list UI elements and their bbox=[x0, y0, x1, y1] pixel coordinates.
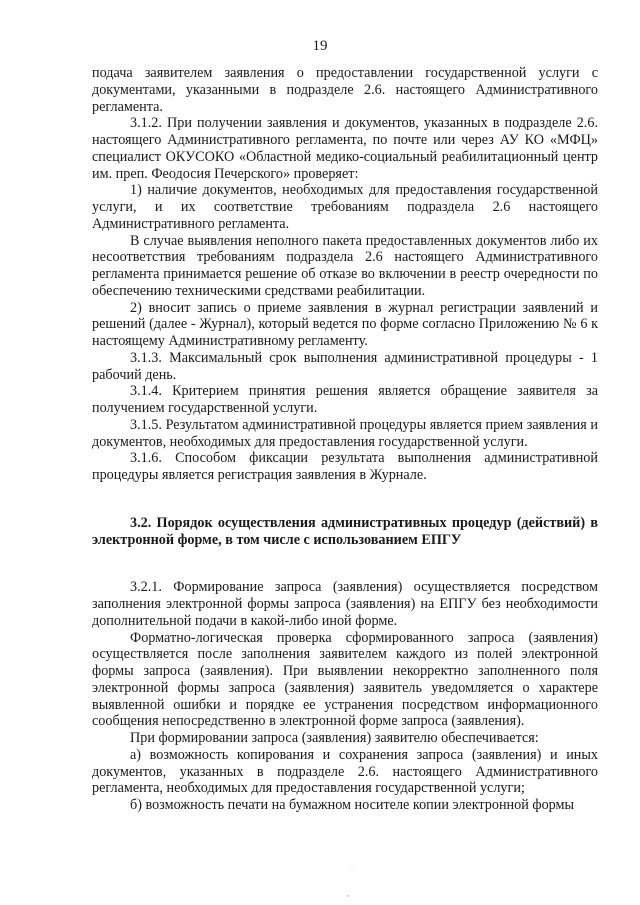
paragraph: В случае выявления неполного пакета предоставленных документов либо их несоответствия требованиям подраздела 2.6 настоящего Административного регламента принимается решение об отказе во включении в реестр очередности по обеспечению техническими средствами реабилитации. bbox=[92, 232, 598, 299]
paragraph: 1) наличие документов, необходимых для предоставления государственной услуги, и их соответствие требованиям подраздела 2.6 настоящего Административного регламента. bbox=[92, 182, 598, 232]
scan-speck bbox=[347, 895, 348, 896]
paragraph: 3.1.2. При получении заявления и документов, указанных в подразделе 2.6. настоящего Административного регламента, по почте или через АУ КО «МФЦ» специалист ОКУСОКО «Областной медико-социальный реабилитационный центр им. преп. Феодосия Печерского» проверяет: bbox=[92, 115, 598, 182]
paragraph: 3.1.6. Способом фиксации результата выполнения административной процедуры является регистрация заявления в Журнале. bbox=[92, 450, 598, 483]
paragraph: При формировании запроса (заявления) заявителю обеспечивается: bbox=[130, 730, 539, 746]
paragraph: 3.1.5. Результатом административной процедуры является прием заявления и документов, необходимых для предоставления государственной услуги. bbox=[92, 416, 598, 450]
paragraph: 2) вносит запись о приеме заявления в журнал регистрации заявлений и решений (далее - Журнал), который ведется по форме согласно Приложению № 6 к настоящему Административному регламенту. bbox=[92, 299, 598, 349]
paragraph: 3.1.3. Максимальный срок выполнения административной процедуры - 1 рабочий день. bbox=[92, 349, 598, 383]
section-heading: 3.2. Порядок осуществления административных процедур (действий) в электронной форме, в том числе с использованием ЕПГУ bbox=[92, 514, 598, 548]
scan-speck bbox=[352, 870, 353, 871]
paragraph: б) возможность печати на бумажном носителе копии электронной формы bbox=[130, 797, 575, 813]
page-number: 19 bbox=[312, 38, 328, 54]
paragraph: 3.1.4. Критерием принятия решения является обращение заявителя за получением государственной услуги. bbox=[92, 383, 598, 416]
paragraph: подача заявителем заявления о предоставлении государственной услуги с документами, указанными в подразделе 2.6. настоящего Административного регламента. bbox=[92, 65, 598, 115]
paragraph: Форматно-логическая проверка сформированного запроса (заявления) осуществляется после заполнения заявителем каждого из полей электронной формы запроса (заявления). При выявлении некорректно заполненного поля электронной формы запроса (заявления) заявитель уведомляется о характере выявленной ошибки и порядке ее устранения посредством информационного сообщения непосредственно в электронной форме запроса (заявления). bbox=[92, 629, 598, 730]
paragraph: 3.2.1. Формирование запроса (заявления) осуществляется посредством заполнения электронной формы запроса (заявления) на ЕПГУ без необходимости дополнительной подачи в какой-либо иной форме. bbox=[92, 579, 598, 629]
paragraph: а) возможность копирования и сохранения запроса (заявления) и иных документов, указанных в подразделе 2.6. настоящего Административного регламента, необходимых для предоставления государственной услуги; bbox=[92, 746, 598, 797]
